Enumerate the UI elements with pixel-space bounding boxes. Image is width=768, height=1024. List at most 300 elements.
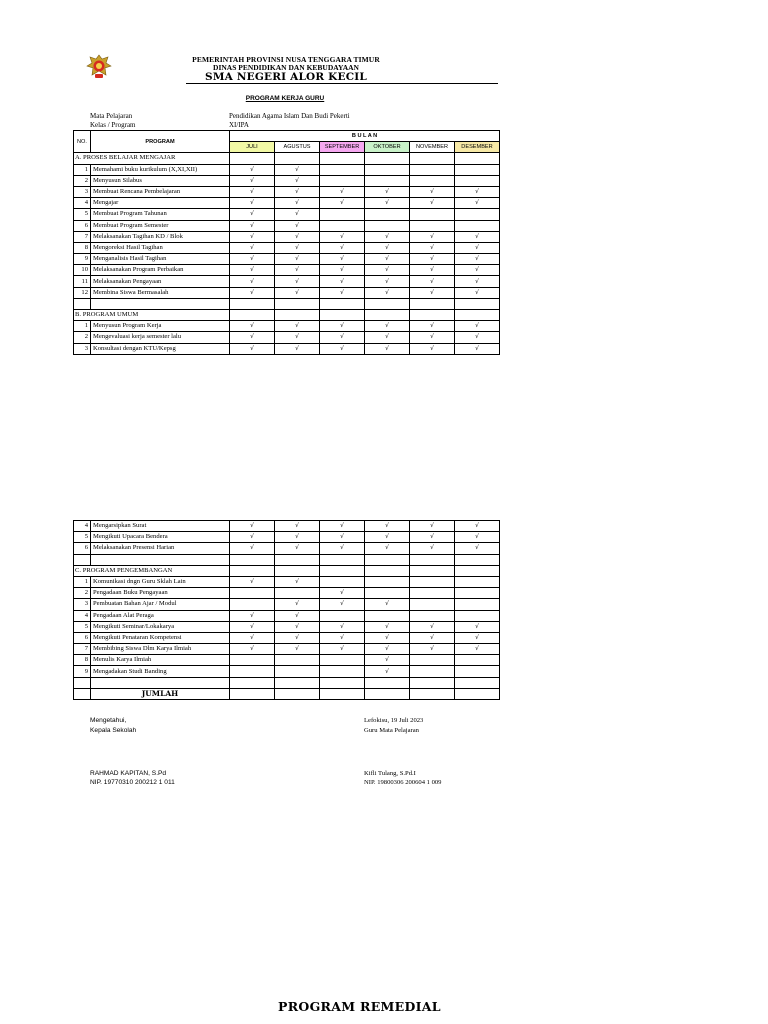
month-checkmark: √ xyxy=(275,632,320,643)
empty-cell xyxy=(230,153,275,164)
month-checkmark: √ xyxy=(365,343,410,354)
program-name: Memahami buku kurikulum (X,XI,XII) xyxy=(91,164,230,175)
month-checkmark: √ xyxy=(275,254,320,265)
column-no-header: NO. xyxy=(74,131,91,153)
month-checkmark: √ xyxy=(455,287,500,298)
month-checkmark xyxy=(455,610,500,621)
month-checkmark: √ xyxy=(455,644,500,655)
month-checkmark xyxy=(410,164,455,175)
month-checkmark: √ xyxy=(410,644,455,655)
month-checkmark: √ xyxy=(365,521,410,532)
month-checkmark: √ xyxy=(320,588,365,599)
month-checkmark xyxy=(320,666,365,677)
month-checkmark xyxy=(365,164,410,175)
program-name: Mengarsipkan Surat xyxy=(91,521,230,532)
month-checkmark: √ xyxy=(455,265,500,276)
program-name: Melaksanakan Program Perbaikan xyxy=(91,265,230,276)
program-name: Menganalisis Hasil Tagihan xyxy=(91,254,230,265)
empty-cell xyxy=(365,688,410,699)
row-number: 9 xyxy=(74,254,91,265)
month-checkmark: √ xyxy=(320,644,365,655)
row-number: 6 xyxy=(74,632,91,643)
month-checkmark xyxy=(320,220,365,231)
month-checkmark: √ xyxy=(275,621,320,632)
empty-cell xyxy=(91,298,230,309)
month-checkmark: √ xyxy=(275,198,320,209)
empty-cell xyxy=(455,554,500,565)
month-checkmark: √ xyxy=(410,332,455,343)
month-checkmark: √ xyxy=(230,332,275,343)
month-checkmark: √ xyxy=(410,321,455,332)
garuda-emblem-icon xyxy=(86,53,112,81)
month-checkmark xyxy=(410,655,455,666)
program-name: Pengadaan Buku Pengayaan xyxy=(91,588,230,599)
table-row xyxy=(74,655,500,666)
column-program-header: PROGRAM xyxy=(91,131,230,153)
empty-cell xyxy=(410,565,455,576)
month-checkmark: √ xyxy=(320,265,365,276)
empty-cell xyxy=(320,153,365,164)
month-checkmark: √ xyxy=(275,287,320,298)
program-name: Membina Siswa Bermasalah xyxy=(91,287,230,298)
month-checkmark: √ xyxy=(230,576,275,587)
row-number: 8 xyxy=(74,655,91,666)
month-header: DESEMBER xyxy=(455,142,500,153)
month-checkmark: √ xyxy=(410,198,455,209)
empty-cell xyxy=(275,677,320,688)
month-checkmark xyxy=(455,588,500,599)
month-checkmark: √ xyxy=(320,532,365,543)
month-checkmark: √ xyxy=(275,175,320,186)
empty-cell xyxy=(455,688,500,699)
empty-cell xyxy=(365,677,410,688)
empty-cell xyxy=(410,554,455,565)
sig-left-nip: NIP. 19770310 200212 1 011 xyxy=(90,779,175,786)
month-checkmark: √ xyxy=(320,276,365,287)
empty-cell xyxy=(320,688,365,699)
empty-cell xyxy=(455,153,500,164)
month-checkmark xyxy=(365,209,410,220)
empty-cell xyxy=(320,677,365,688)
section-title: C. PROGRAM PENGEMBANGAN xyxy=(74,565,230,576)
month-checkmark xyxy=(320,209,365,220)
month-checkmark xyxy=(410,610,455,621)
program-table-continued xyxy=(73,520,500,700)
month-checkmark: √ xyxy=(455,332,500,343)
program-table xyxy=(73,130,500,355)
empty-cell xyxy=(275,565,320,576)
month-checkmark xyxy=(320,655,365,666)
row-number: 7 xyxy=(74,231,91,242)
month-checkmark: √ xyxy=(365,198,410,209)
month-checkmark xyxy=(230,666,275,677)
subject-label: Mata Pelajaran xyxy=(90,112,133,120)
row-number: 9 xyxy=(74,666,91,677)
sig-left-name: RAHMAD KAPITAN, S.Pd xyxy=(90,770,167,777)
month-checkmark xyxy=(320,175,365,186)
month-checkmark: √ xyxy=(230,164,275,175)
month-checkmark: √ xyxy=(320,632,365,643)
empty-cell xyxy=(74,298,91,309)
table-row xyxy=(74,621,500,632)
empty-cell xyxy=(230,677,275,688)
month-checkmark: √ xyxy=(230,220,275,231)
month-checkmark: √ xyxy=(320,231,365,242)
month-checkmark: √ xyxy=(320,242,365,253)
sig-right-nip: NIP. 19800306 200604 1 009 xyxy=(364,779,442,786)
table-row xyxy=(74,543,500,554)
month-checkmark: √ xyxy=(230,521,275,532)
header-divider xyxy=(186,83,498,84)
month-checkmark xyxy=(455,220,500,231)
month-checkmark xyxy=(275,655,320,666)
month-checkmark: √ xyxy=(410,632,455,643)
month-checkmark: √ xyxy=(230,276,275,287)
month-checkmark: √ xyxy=(230,632,275,643)
empty-row xyxy=(74,554,500,565)
month-checkmark xyxy=(365,588,410,599)
row-number: 10 xyxy=(74,265,91,276)
month-header: OKTOBER xyxy=(365,142,410,153)
month-checkmark xyxy=(230,588,275,599)
month-checkmark: √ xyxy=(365,287,410,298)
empty-cell xyxy=(365,565,410,576)
month-checkmark: √ xyxy=(320,332,365,343)
month-checkmark: √ xyxy=(230,265,275,276)
table-row xyxy=(74,164,500,175)
month-checkmark: √ xyxy=(230,621,275,632)
month-checkmark xyxy=(230,599,275,610)
row-number: 5 xyxy=(74,209,91,220)
month-checkmark: √ xyxy=(230,209,275,220)
month-checkmark: √ xyxy=(410,242,455,253)
month-checkmark: √ xyxy=(230,254,275,265)
month-checkmark: √ xyxy=(365,186,410,197)
month-checkmark: √ xyxy=(455,198,500,209)
month-checkmark xyxy=(410,209,455,220)
month-checkmark: √ xyxy=(275,343,320,354)
header-department: DINAS PENDIDIKAN DAN KEBUDAYAAN xyxy=(213,63,359,72)
program-name: Mengikuti Upacara Bendera xyxy=(91,532,230,543)
month-checkmark: √ xyxy=(230,186,275,197)
month-checkmark: √ xyxy=(230,231,275,242)
table-row xyxy=(74,242,500,253)
empty-cell xyxy=(410,298,455,309)
program-name: Menyusun Program Kerja xyxy=(91,321,230,332)
program-name: Melaksanakan Tagihan KD / Blok xyxy=(91,231,230,242)
sig-right-name: Kifli Tulang, S.Pd.I xyxy=(364,770,416,777)
empty-cell xyxy=(365,153,410,164)
month-checkmark: √ xyxy=(230,343,275,354)
table-header-row xyxy=(74,131,500,142)
month-checkmark: √ xyxy=(320,186,365,197)
month-checkmark xyxy=(455,666,500,677)
table-row xyxy=(74,321,500,332)
table-row xyxy=(74,186,500,197)
program-name: Mengoreksi Hasil Tagihan xyxy=(91,242,230,253)
month-checkmark: √ xyxy=(455,343,500,354)
empty-cell xyxy=(320,298,365,309)
empty-cell xyxy=(91,677,230,688)
row-number: 2 xyxy=(74,175,91,186)
empty-cell xyxy=(275,688,320,699)
month-checkmark xyxy=(320,610,365,621)
month-checkmark xyxy=(455,655,500,666)
month-checkmark: √ xyxy=(365,532,410,543)
month-checkmark: √ xyxy=(455,242,500,253)
empty-cell xyxy=(365,310,410,321)
month-checkmark: √ xyxy=(320,321,365,332)
row-number: 2 xyxy=(74,588,91,599)
month-checkmark: √ xyxy=(230,242,275,253)
empty-cell xyxy=(455,565,500,576)
row-number: 2 xyxy=(74,332,91,343)
total-row xyxy=(74,688,500,699)
empty-cell xyxy=(320,565,365,576)
month-checkmark xyxy=(455,164,500,175)
empty-cell xyxy=(275,554,320,565)
month-checkmark: √ xyxy=(410,521,455,532)
program-name: Mengadakan Studi Banding xyxy=(91,666,230,677)
month-checkmark: √ xyxy=(320,287,365,298)
program-name: Melaksanakan Pengayaan xyxy=(91,276,230,287)
month-checkmark: √ xyxy=(320,521,365,532)
row-number: 4 xyxy=(74,610,91,621)
table-row xyxy=(74,287,500,298)
table-row xyxy=(74,521,500,532)
month-checkmark: √ xyxy=(275,220,320,231)
month-checkmark: √ xyxy=(275,644,320,655)
program-name: Membuat Program Tahunan xyxy=(91,209,230,220)
sig-right-place-date: Lefokisu, 19 Juli 2023 xyxy=(364,717,424,724)
program-name: Membuat Program Semester xyxy=(91,220,230,231)
month-checkmark xyxy=(455,209,500,220)
empty-cell xyxy=(74,554,91,565)
month-checkmark: √ xyxy=(275,186,320,197)
month-checkmark: √ xyxy=(275,521,320,532)
bulan-header: B U L A N xyxy=(230,131,500,142)
empty-row xyxy=(74,677,500,688)
month-checkmark: √ xyxy=(455,532,500,543)
month-checkmark: √ xyxy=(320,254,365,265)
month-checkmark: √ xyxy=(275,231,320,242)
table-row xyxy=(74,576,500,587)
section-row xyxy=(74,310,500,321)
table-row xyxy=(74,588,500,599)
class-label: Kelas / Program xyxy=(90,121,136,129)
month-checkmark xyxy=(320,164,365,175)
month-checkmark xyxy=(275,666,320,677)
table-row xyxy=(74,644,500,655)
month-checkmark xyxy=(410,175,455,186)
header-school-name: SMA NEGERI ALOR KECIL xyxy=(205,71,367,83)
empty-cell xyxy=(275,310,320,321)
month-checkmark xyxy=(365,220,410,231)
row-number: 4 xyxy=(74,198,91,209)
month-checkmark: √ xyxy=(230,287,275,298)
empty-cell xyxy=(455,677,500,688)
month-checkmark: √ xyxy=(365,265,410,276)
month-checkmark: √ xyxy=(410,276,455,287)
section-row xyxy=(74,153,500,164)
row-number: 1 xyxy=(74,164,91,175)
program-name: Mengajar xyxy=(91,198,230,209)
row-number: 1 xyxy=(74,321,91,332)
month-checkmark: √ xyxy=(230,175,275,186)
table-row xyxy=(74,231,500,242)
month-checkmark: √ xyxy=(320,621,365,632)
month-checkmark: √ xyxy=(455,632,500,643)
month-checkmark: √ xyxy=(320,599,365,610)
sig-right-title: Guru Mata Pelajaran xyxy=(364,727,419,734)
class-value: XI/IPA xyxy=(229,121,249,129)
month-checkmark xyxy=(410,576,455,587)
month-checkmark xyxy=(410,588,455,599)
month-checkmark xyxy=(455,576,500,587)
empty-cell xyxy=(230,565,275,576)
month-checkmark: √ xyxy=(275,532,320,543)
program-name: Membuat Rencana Pembelajaran xyxy=(91,186,230,197)
section-title: B. PROGRAM UMUM xyxy=(74,310,230,321)
program-name: Pengadaan Alat Peraga xyxy=(91,610,230,621)
month-checkmark: √ xyxy=(275,543,320,554)
row-number: 6 xyxy=(74,220,91,231)
month-checkmark: √ xyxy=(320,343,365,354)
row-number: 7 xyxy=(74,644,91,655)
table-row xyxy=(74,276,500,287)
program-name: Mengikuti Penataran Kompetensi xyxy=(91,632,230,643)
month-checkmark: √ xyxy=(230,543,275,554)
month-checkmark xyxy=(410,666,455,677)
row-number: 6 xyxy=(74,543,91,554)
month-checkmark: √ xyxy=(365,543,410,554)
program-name: Pembuatan Bahan Ajar / Modul xyxy=(91,599,230,610)
month-checkmark: √ xyxy=(410,231,455,242)
month-checkmark: √ xyxy=(455,254,500,265)
month-checkmark: √ xyxy=(365,254,410,265)
table-row xyxy=(74,532,500,543)
empty-cell xyxy=(230,310,275,321)
empty-cell xyxy=(365,298,410,309)
month-checkmark: √ xyxy=(275,599,320,610)
sig-left-acknowledge: Mengetahui, xyxy=(90,717,127,724)
month-checkmark xyxy=(365,610,410,621)
empty-cell xyxy=(230,688,275,699)
month-checkmark: √ xyxy=(275,321,320,332)
month-checkmark: √ xyxy=(455,231,500,242)
month-checkmark: √ xyxy=(455,276,500,287)
month-checkmark: √ xyxy=(230,198,275,209)
month-checkmark: √ xyxy=(230,321,275,332)
row-number: 8 xyxy=(74,242,91,253)
empty-cell xyxy=(410,310,455,321)
row-number: 12 xyxy=(74,287,91,298)
header-government: PEMERINTAH PROVINSI NUSA TENGGARA TIMUR xyxy=(192,55,380,64)
month-header: NOVEMBER xyxy=(410,142,455,153)
month-checkmark: √ xyxy=(410,543,455,554)
month-checkmark: √ xyxy=(275,576,320,587)
empty-cell xyxy=(320,310,365,321)
month-checkmark: √ xyxy=(275,276,320,287)
month-checkmark: √ xyxy=(455,543,500,554)
row-number: 1 xyxy=(74,576,91,587)
month-checkmark: √ xyxy=(365,632,410,643)
month-checkmark xyxy=(410,599,455,610)
month-header: AGUSTUS xyxy=(275,142,320,153)
table-row xyxy=(74,343,500,354)
program-name: Menyusun Silabus xyxy=(91,175,230,186)
month-header: JULI xyxy=(230,142,275,153)
table-row xyxy=(74,198,500,209)
month-checkmark: √ xyxy=(365,599,410,610)
table-row xyxy=(74,332,500,343)
month-checkmark: √ xyxy=(410,287,455,298)
month-checkmark: √ xyxy=(275,610,320,621)
program-name: Membibing Siswa Dlm Karya Ilmiah xyxy=(91,644,230,655)
row-number: 11 xyxy=(74,276,91,287)
month-checkmark xyxy=(410,220,455,231)
empty-cell xyxy=(74,688,91,699)
table-row xyxy=(74,254,500,265)
row-number: 5 xyxy=(74,532,91,543)
program-name: Melaksanakan Presensi Harian xyxy=(91,543,230,554)
month-checkmark: √ xyxy=(365,242,410,253)
month-header: SEPTEMBER xyxy=(320,142,365,153)
month-checkmark xyxy=(230,655,275,666)
month-checkmark: √ xyxy=(365,644,410,655)
total-label: JUMLAH xyxy=(91,688,230,699)
row-number: 3 xyxy=(74,186,91,197)
table-row xyxy=(74,599,500,610)
month-checkmark: √ xyxy=(365,666,410,677)
empty-cell xyxy=(275,153,320,164)
month-checkmark xyxy=(455,175,500,186)
month-checkmark: √ xyxy=(275,332,320,343)
empty-cell xyxy=(410,677,455,688)
month-checkmark: √ xyxy=(455,321,500,332)
month-checkmark: √ xyxy=(275,209,320,220)
month-checkmark: √ xyxy=(320,543,365,554)
month-checkmark: √ xyxy=(365,655,410,666)
empty-cell xyxy=(410,688,455,699)
empty-row xyxy=(74,298,500,309)
row-number: 3 xyxy=(74,599,91,610)
month-checkmark xyxy=(455,599,500,610)
row-number: 3 xyxy=(74,343,91,354)
month-checkmark: √ xyxy=(365,621,410,632)
month-checkmark: √ xyxy=(365,321,410,332)
program-name: Mengevaluasi kerja semester lalu xyxy=(91,332,230,343)
empty-cell xyxy=(275,298,320,309)
empty-cell xyxy=(91,554,230,565)
document-title: PROGRAM KERJA GURU xyxy=(245,95,325,102)
month-checkmark: √ xyxy=(230,644,275,655)
month-checkmark: √ xyxy=(455,186,500,197)
empty-cell xyxy=(455,298,500,309)
sig-left-title: Kepala Sekolah xyxy=(90,727,137,734)
month-checkmark: √ xyxy=(410,343,455,354)
section-row xyxy=(74,565,500,576)
empty-cell xyxy=(455,310,500,321)
table-row xyxy=(74,175,500,186)
month-checkmark xyxy=(365,576,410,587)
month-checkmark: √ xyxy=(230,610,275,621)
section-title: A. PROSES BELAJAR MENGAJAR xyxy=(74,153,230,164)
row-number: 5 xyxy=(74,621,91,632)
empty-cell xyxy=(320,554,365,565)
table-row xyxy=(74,666,500,677)
month-checkmark: √ xyxy=(275,265,320,276)
